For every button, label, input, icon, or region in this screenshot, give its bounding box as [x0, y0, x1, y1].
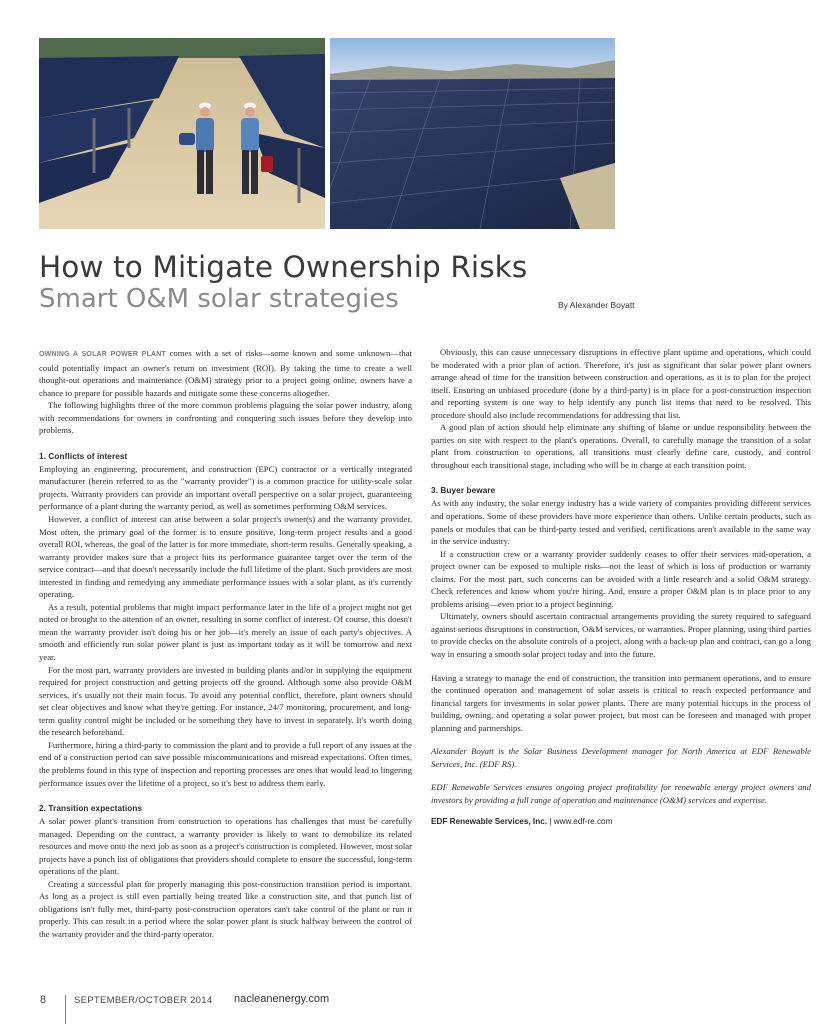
- company-credit: [431, 815, 811, 829]
- section2-paragraph: A good plan of action should help eliminate any shifting of blame or undue responsibility between the parties on site with respect to the plant's operations. Overall, to carefully manage the transition of a solar plant from construction to operations, all transitions must clearly define care, custody, and control throughout each transitional stage, including who will be in charge at each transition point.: [431, 422, 811, 470]
- section1-paragraph: For the most part, warranty providers are invested in building plants and/or in supplying the equipment required for project construction and getting projects off the ground. Although some also provide O&M services, it's usually not their main focus. To avoid any potential conflict, therefore, plant owners should set clear objectives and know what they're getting. For instance, 24/7 monitoring, procurement, and long-term quality control might be included or be something they have to invest in separately. It's worth doing the research beforehand.: [39, 664, 412, 738]
- article-byline: By Alexander Boyatt: [558, 300, 635, 310]
- section-heading-transition: 2. Transition expectations: [39, 804, 143, 814]
- intro-paragraph-text: comes with a set of risks—some known and some unknown—that could potentially impact an owner's return on investment (ROI). By taking the time to create a well thought-out operations and maintenance (O&M) strategy prior to a project going online, owners have a chance to prepare for possible hazards and mitigate some these concerns altogether.: [39, 348, 413, 398]
- footer-site-link[interactable]: nacleanenergy.com: [234, 993, 330, 1005]
- section1-paragraph: Employing an engineering, procurement, and construction (EPC) contractor or a vertically integrated manufacturer (herein referred to as the "warranty provider") is a common practice for utility-scale solar projects. Warranty providers can provide an important overall perspective on a solar project, guaranteeing performance of a plant during the warranty period, as well as sometimes performing O&M services.: [39, 463, 412, 512]
- footer-issue-date: SEPTEMBER/OCTOBER 2014: [74, 995, 213, 1006]
- intro-paragraph: [39, 347, 412, 399]
- section2-paragraph: A solar power plant's transition from construction to operations has challenges that must be carefully managed. Depending on the contract, a warranty provider is likely to want to demobilize its related resources and move onto the next job as soon as a project's construction is completed. However, most solar projects have a punch list of obligations that providers should complete to ensure the successful, long-term operations of the plant.: [39, 816, 412, 877]
- section-heading-buyer-beware: 3. Buyer beware: [431, 486, 496, 496]
- company-name: EDF Renewable Services, Inc.: [431, 816, 548, 826]
- section1-paragraph: However, a conflict of interest can arise between a solar project's owner(s) and the warranty provider. Most often, the primary goal of the former is to ensure positive, long-term project results and a good overall ROI, whereas, the goal of the latter is for more immediate, short-term results. Generally speaking, a warranty provider makes sure that a project hits its performance guarantee target over the term of the service contract—and that doesn't necessarily include the full lifetime of the plant. Such providers are most interested in finding and remedying any immediate performance issues with a solar plant, as it's currently operating.: [39, 514, 412, 600]
- lead-in-caps: OWNING A SOLAR POWER PLANT: [39, 351, 166, 358]
- section2-paragraph: Obviously, this can cause unnecessary disruptions in effective plant uptime and operations, which could be moderated with a prior plan of action. Therefore, it's just as significant that solar power plant owners arrange ahead of time for the transition between construction and operations, as it is to plan for the project itself. Ensuring an unbiased procedure (done by a third-party) is in place for a post-construction inspection and reporting system is one way to help identify any punch list items that need to be resolved. This procedure should also include recommendations for addressing that list.: [431, 347, 811, 420]
- photo-workers-solar-field: [39, 38, 325, 229]
- article-subhead: Smart O&M solar strategies: [39, 284, 399, 314]
- article-column-right: [431, 346, 811, 828]
- photo-workers-image: [39, 38, 325, 229]
- section-heading-conflicts: 1. Conflicts of interest: [39, 451, 128, 461]
- article-column-left: [39, 347, 412, 941]
- section1-paragraph: As a result, potential problems that might impact performance later in the life of a project might not get noted or brought to the attention of an owner, resulting in some conflict of interest. Of course, this doesn't mean the warranty provider isn't doing his or her job—it's merely an issue of each party's objectives. A smooth and efficiently run solar power plant is just as important today as it will be tomorrow and next year.: [39, 601, 412, 663]
- section1-paragraph: Furthermore, hiring a third-party to commission the plant and to provide a full report of any issues at the end of a construction period can save possible miscommunications and misread expectations. Often times, the problems found in this type of inspection and reporting processes are ones that would lead to lingering performance issues over the lifetime of a project, so it's best to address them early.: [39, 739, 412, 788]
- footer-divider: [65, 995, 66, 1024]
- company-separator: |: [547, 816, 554, 826]
- section3-paragraph: If a construction crew or a warranty provider suddenly ceases to offer their services mid-operation, a project owner can be exposed to multiple risks—not the least of which is loss of production or warranty claims. For the most part, such concerns can be avoided with a little research and a solid O&M strategy. Check references and know whom you're hiring. And, ensure a proper O&M plan is in place prior to any problems arising—even prior to a project beginning.: [431, 548, 811, 609]
- photo-solar-array: [330, 38, 615, 229]
- section3-paragraph: Ultimately, owners should ascertain contractual arrangements providing the surety required to safeguard against serious disruptions in construction, O&M services, or warranties. Proper planning, using third parties to provide checks on the absolute controls of a project, along with a back-up plan and contract, can go a long way in ensuring a smooth solar project today and into the future.: [431, 611, 811, 660]
- photo-array-image: [330, 38, 615, 229]
- section2-paragraph: Creating a successful plan for properly managing this post-construction transition period is important. As long as a project is still even partially being treated like a construction site, and that punch list of obligations isn't fully met, third-party post-construction operators can't take control of the plant or run it properly. This can result in a period where the solar power plant is stuck halfway between the control of the warranty provider and the third-party operator.: [39, 878, 412, 939]
- company-url-link[interactable]: www.edf-re.com: [553, 816, 613, 826]
- intro-paragraph-2: The following highlights three of the more common problems plaguing the solar power industry, along with recommendations for owners in confronting and conquering such issues before they develop into problems.: [39, 400, 412, 436]
- article-headline: How to Mitigate Ownership Risks: [39, 250, 528, 284]
- section3-paragraph: As with any industry, the solar energy industry has a wide variety of companies providing different services and operations. Some of these providers have more experience than others. Unlike certain products, such as panels or modules that can be third-party tested and verified, certifications aren't available in the same way in the service industry.: [431, 498, 811, 547]
- footer-page-number: 8: [40, 994, 47, 1006]
- author-bio: Alexander Boyatt is the Solar Business Development manager for North America at EDF Renewable Services, Inc. (EDF RS).: [431, 746, 811, 769]
- company-blurb: EDF Renewable Services ensures ongoing project profitability for renewable energy project owners and investors by providing a full range of operation and maintenance (O&M) services and expertise.: [431, 782, 811, 805]
- conclusion-paragraph: Having a strategy to manage the end of construction, the transition into permanent operations, and to ensure the continued operation and management of solar assets is critical to reach expected performance and financial targets for investments in solar power plants. There are many potential hiccups in the process of building, owning, and operating a solar power project, but most can be foreseen and managed with proper planning and partnerships.: [431, 672, 811, 733]
